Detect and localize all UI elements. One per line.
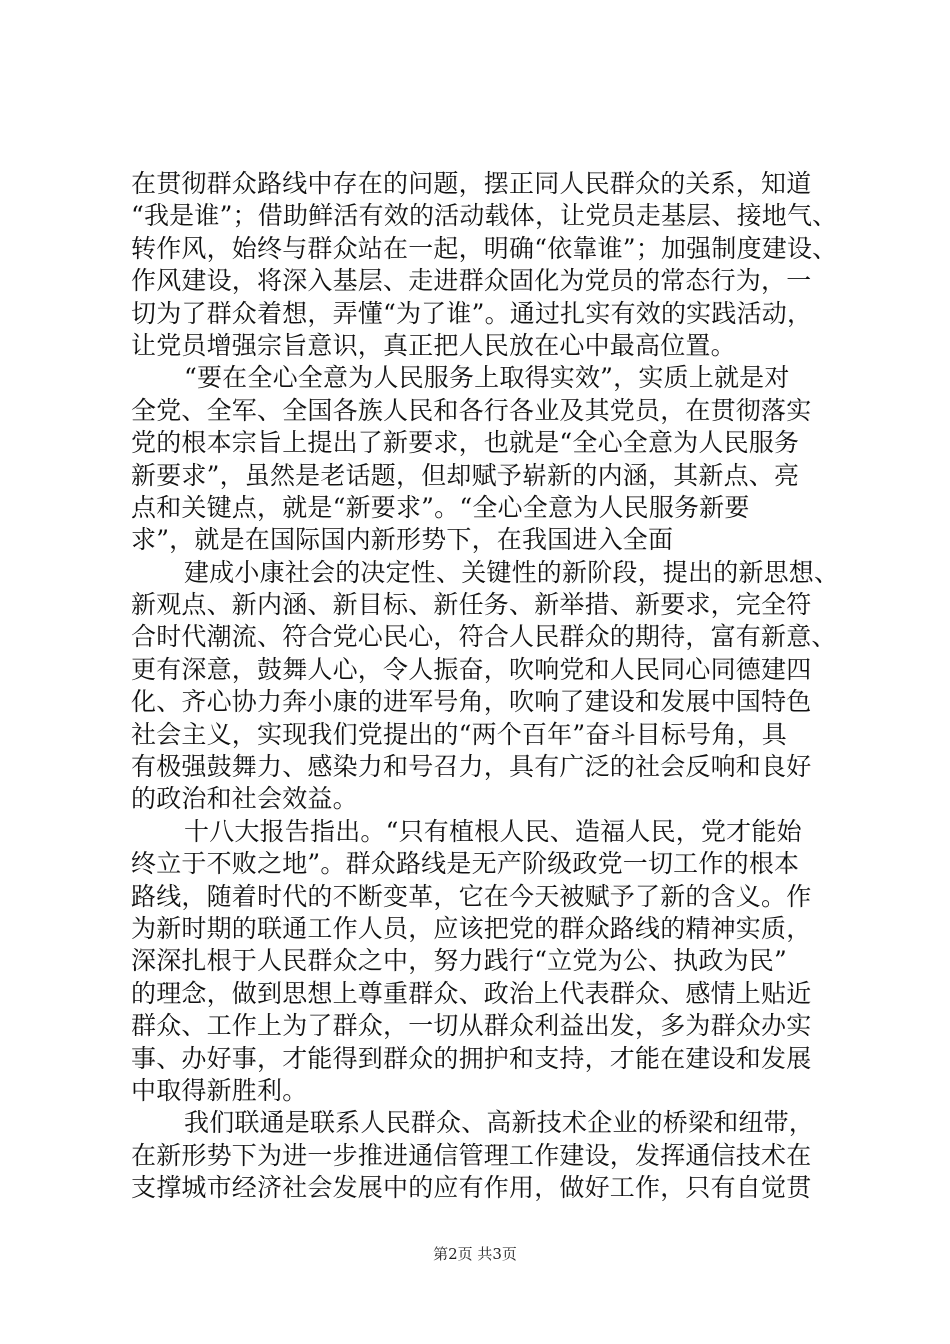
text-line: 有极强鼓舞力、感染力和号召力，具有广泛的社会反响和良好 xyxy=(131,752,812,782)
text-line: 在新形势下为进一步推进通信管理工作建设，发挥通信技术在 xyxy=(131,1140,812,1170)
text-line: 合时代潮流、符合党心民心，符合人民群众的期待，富有新意、 xyxy=(131,622,837,652)
paragraph-first-line: 我们联通是联系人民群众、高新技术企业的桥梁和纽带， xyxy=(184,1108,815,1138)
text-line: 的理念，做到思想上尊重群众、政治上代表群众、感情上贴近 xyxy=(131,978,812,1008)
text-line: “我是谁”；借助鲜活有效的活动载体，让党员走基层、接地气、 xyxy=(131,201,838,231)
page-number-footer: 第2页 共3页 xyxy=(433,1245,517,1263)
text-line: 中取得新胜利。 xyxy=(131,1075,308,1105)
text-line: 群众、工作上为了群众，一切从群众利益出发，多为群众办实 xyxy=(131,1011,812,1041)
text-line: 终立于不败之地”。群众路线是无产阶级政党一切工作的根本 xyxy=(131,849,800,879)
text-line: 路线，随着时代的不断变革，它在今天被赋予了新的含义。作 xyxy=(131,881,812,911)
text-line: 求”，就是在国际国内新形势下，在我国进入全面 xyxy=(131,525,674,555)
paragraph-first-line: “要在全心全意为人民服务上取得实效”，实质上就是对 xyxy=(184,363,790,393)
text-line: 作风建设，将深入基层、走进群众固化为党员的常态行为，一 xyxy=(131,266,812,296)
text-line: 转作风，始终与群众站在一起，明确“依靠谁”；加强制度建设、 xyxy=(131,233,838,263)
body-text xyxy=(131,168,840,1205)
text-line: 为新时期的联通工作人员，应该把党的群众路线的精神实质， xyxy=(131,913,812,943)
text-line: 更有深意，鼓舞人心，令人振奋，吹响党和人民同心同德建四 xyxy=(131,654,812,684)
text-line: 新要求”，虽然是老话题，但却赋予崭新的内涵，其新点、亮 xyxy=(131,460,800,490)
text-line: 支撑城市经济社会发展中的应有作用，做好工作，只有自觉贯 xyxy=(131,1173,812,1203)
text-line: 点和关键点，就是“新要求”。“全心全意为人民服务新要 xyxy=(131,492,750,522)
text-line: 社会主义，实现我们党提出的“两个百年”奋斗目标号角，具 xyxy=(131,719,787,749)
text-line: 事、办好事，才能得到群众的拥护和支持，才能在建设和发展 xyxy=(131,1043,812,1073)
text-line: 化、齐心协力奔小康的进军号角，吹响了建设和发展中国特色 xyxy=(131,687,812,717)
text-line: 让党员增强宗旨意识，真正把人民放在心中最高位置。 xyxy=(131,330,736,360)
text-line: 党的根本宗旨上提出了新要求，也就是“全心全意为人民服务 xyxy=(131,428,800,458)
paragraph-first-line: 十八大报告指出。“只有植根人民、造福人民，党才能始 xyxy=(184,816,802,846)
text-line: 深深扎根于人民群众之中，努力践行“立党为公、执政为民” xyxy=(131,946,787,976)
text-line: 新观点、新内涵、新目标、新任务、新举措、新要求，完全符 xyxy=(131,590,812,620)
text-line: 的政治和社会效益。 xyxy=(131,784,358,814)
paragraph-first-line: 建成小康社会的决定性、关键性的新阶段，提出的新思想、 xyxy=(184,557,840,587)
text-line: 在贯彻群众路线中存在的问题，摆正同人民群众的关系，知道 xyxy=(131,169,812,198)
text-line: 全党、全军、全国各族人民和各行各业及其党员，在贯彻落实 xyxy=(131,395,812,425)
text-line: 切为了群众着想，弄懂“为了谁”。通过扎实有效的实践活动， xyxy=(131,298,813,328)
